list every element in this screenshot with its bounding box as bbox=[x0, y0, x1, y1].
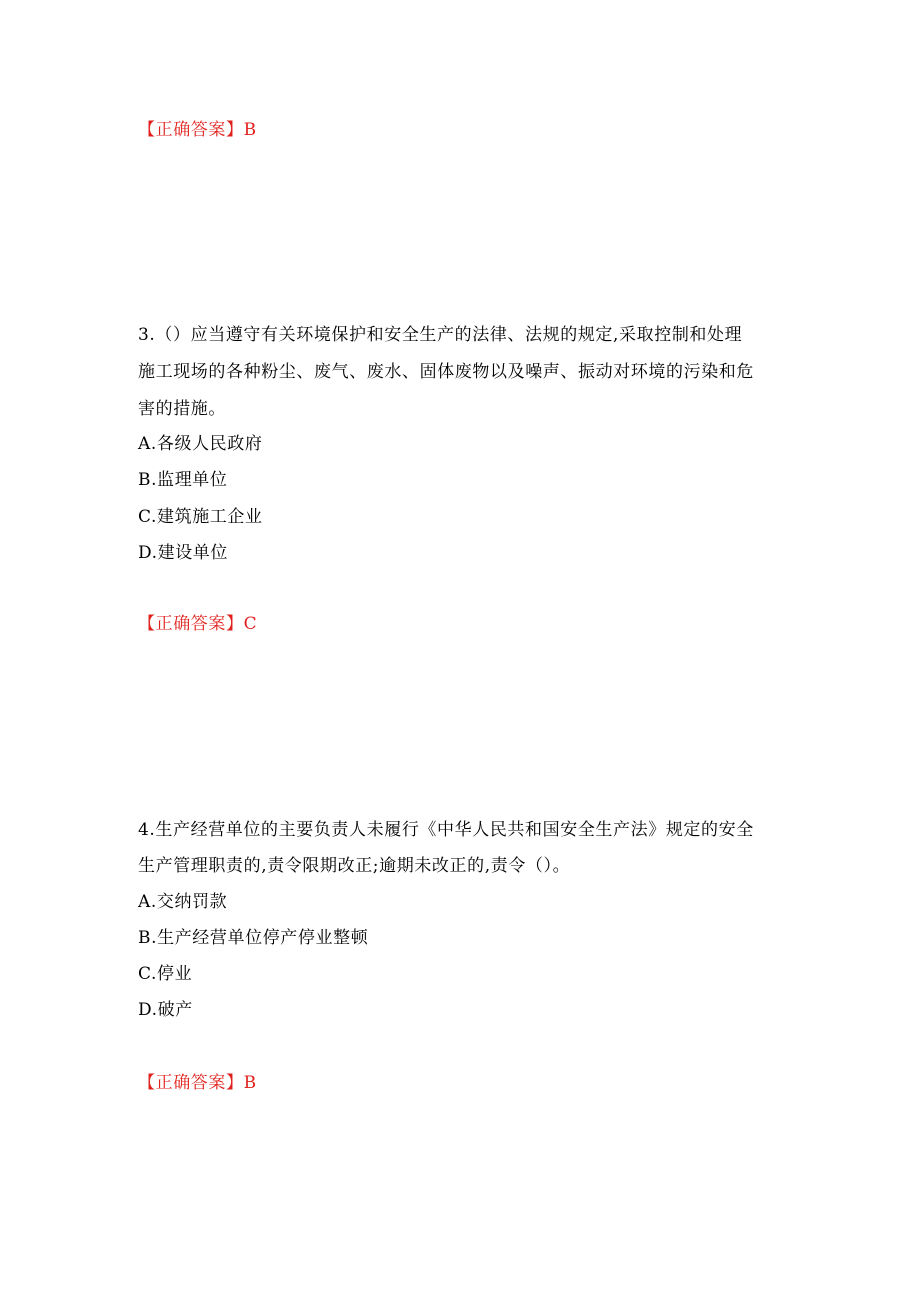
answer-value: B bbox=[243, 1073, 257, 1093]
answer-prefix: 【正确答案】 bbox=[138, 120, 244, 140]
answer-line bbox=[138, 612, 257, 636]
question-3-option-c: C.建筑施工企业 bbox=[138, 507, 263, 527]
question-3-option-a: A.各级人民政府 bbox=[138, 434, 263, 454]
answer-value: B bbox=[243, 120, 257, 140]
question-4-line-2: 生产管理职责的,责令限期改正;逾期未改正的,责令（）。 bbox=[138, 856, 571, 876]
question-4-option-a: A.交纳罚款 bbox=[138, 892, 228, 912]
answer-prefix: 【正确答案】 bbox=[138, 1073, 244, 1093]
answer-prefix: 【正确答案】 bbox=[138, 614, 244, 634]
question-4-option-b: B.生产经营单位停产停业整顿 bbox=[138, 928, 369, 948]
answer-value: C bbox=[243, 614, 258, 634]
answer-line bbox=[138, 118, 257, 142]
question-3-line-3: 害的措施。 bbox=[138, 399, 226, 419]
question-3-line-2: 施工现场的各种粉尘、废气、废水、固体废物以及噪声、振动对环境的污染和危 bbox=[138, 362, 754, 382]
question-4-option-c: C.停业 bbox=[138, 964, 193, 984]
question-4-line-1: 4.生产经营单位的主要负责人未履行《中华人民共和国安全生产法》规定的安全 bbox=[138, 820, 754, 840]
question-3-option-d: D.建设单位 bbox=[138, 543, 229, 563]
question-4-option-d: D.破产 bbox=[138, 1000, 193, 1020]
answer-line bbox=[138, 1071, 257, 1095]
question-3-option-b: B.监理单位 bbox=[138, 470, 228, 490]
question-3-line-1: 3.（）应当遵守有关环境保护和安全生产的法律、法规的规定,采取控制和处理 bbox=[138, 325, 743, 345]
